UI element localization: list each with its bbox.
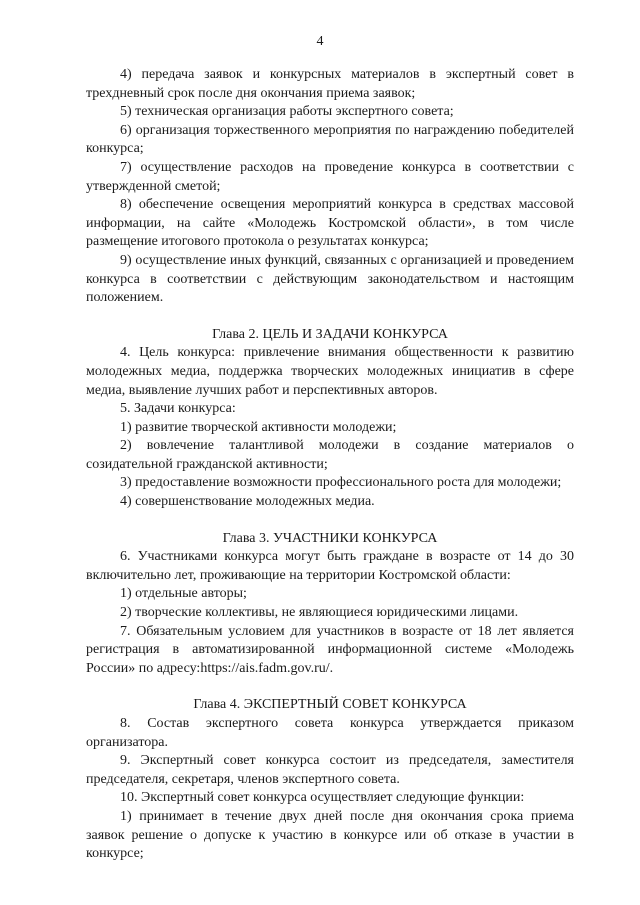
paragraph: 9. Экспертный совет конкурса состоит из председателя, заместителя председателя, секретаря, членов экспертного совета. — [86, 753, 574, 787]
paragraph: 7. Обязательным условием для участников в возрасте от 18 лет является регистрация в автоматизированной информационной системе «Молодежь России» по адресу:https://ais.fadm.gov.ru/. — [86, 623, 574, 676]
list-item: 2) вовлечение талантливой молодежи в создание материалов о созидательной гражданской активности; — [86, 438, 574, 472]
chapter-4-heading: Глава 4. ЭКСПЕРТНЫЙ СОВЕТ КОНКУРСА — [193, 697, 467, 713]
list-item: 1) отдельные авторы; — [120, 586, 247, 602]
list-item: 5) техническая организация работы экспертного совета; — [120, 104, 454, 120]
paragraph: 8. Состав экспертного совета конкурса утверждается приказом организатора. — [86, 716, 574, 750]
list-item: 4) совершенствование молодежных медиа. — [120, 494, 375, 510]
list-item: 9) осуществление иных функций, связанных с организацией и проведением конкурса в соответствии с действующим законодательством и настоящим положением. — [86, 252, 574, 306]
list-item: 4) передача заявок и конкурсных материалов в экспертный совет в трехдневный срок после дня окончания приема заявок; — [86, 67, 574, 101]
list-item: 8) обеспечение освещения мероприятий конкурса в средствах массовой информации, на сайте «Молодежь Костромской области», в том числе размещение итогового протокола о результатах конкурса; — [86, 197, 574, 250]
list-item: 7) осуществление расходов на проведение конкурса в соответствии с утвержденной сметой; — [86, 159, 574, 194]
chapter-2-heading: Глава 2. ЦЕЛЬ И ЗАДАЧИ КОНКУРСА — [212, 326, 448, 342]
paragraph: 10. Экспертный совет конкурса осуществляет следующие функции: — [120, 790, 525, 806]
list-item: 2) творческие коллективы, не являющиеся юридическими лицами. — [120, 605, 519, 621]
list-item: 1) принимает в течение двух дней после дня окончания срока приема заявок решение о допуске к участию в конкурсе или об отказе в участии в конкурсе; — [86, 808, 574, 862]
list-item: 3) предоставление возможности профессионального роста для молодежи; — [120, 475, 562, 491]
paragraph: 4. Цель конкурса: привлечение внимания общественности к развитию молодежных медиа, поддержка творческих молодежных инициатив в сфере медиа, выявление лучших работ и перспективных авторов. — [86, 345, 574, 398]
paragraph: 5. Задачи конкурса: — [120, 401, 236, 417]
list-item: 6) организация торжественного мероприятия по награждению победителей конкурса; — [86, 122, 574, 157]
paragraph: 6. Участниками конкурса могут быть граждане в возрасте от 14 до 30 включительно лет, проживающие на территории Костромской области: — [86, 549, 574, 583]
document-body — [86, 66, 574, 864]
chapter-3-heading: Глава 3. УЧАСТНИКИ КОНКУРСА — [222, 530, 438, 546]
list-item: 1) развитие творческой активности молодежи; — [120, 419, 397, 435]
page-number: 4 — [316, 34, 324, 49]
